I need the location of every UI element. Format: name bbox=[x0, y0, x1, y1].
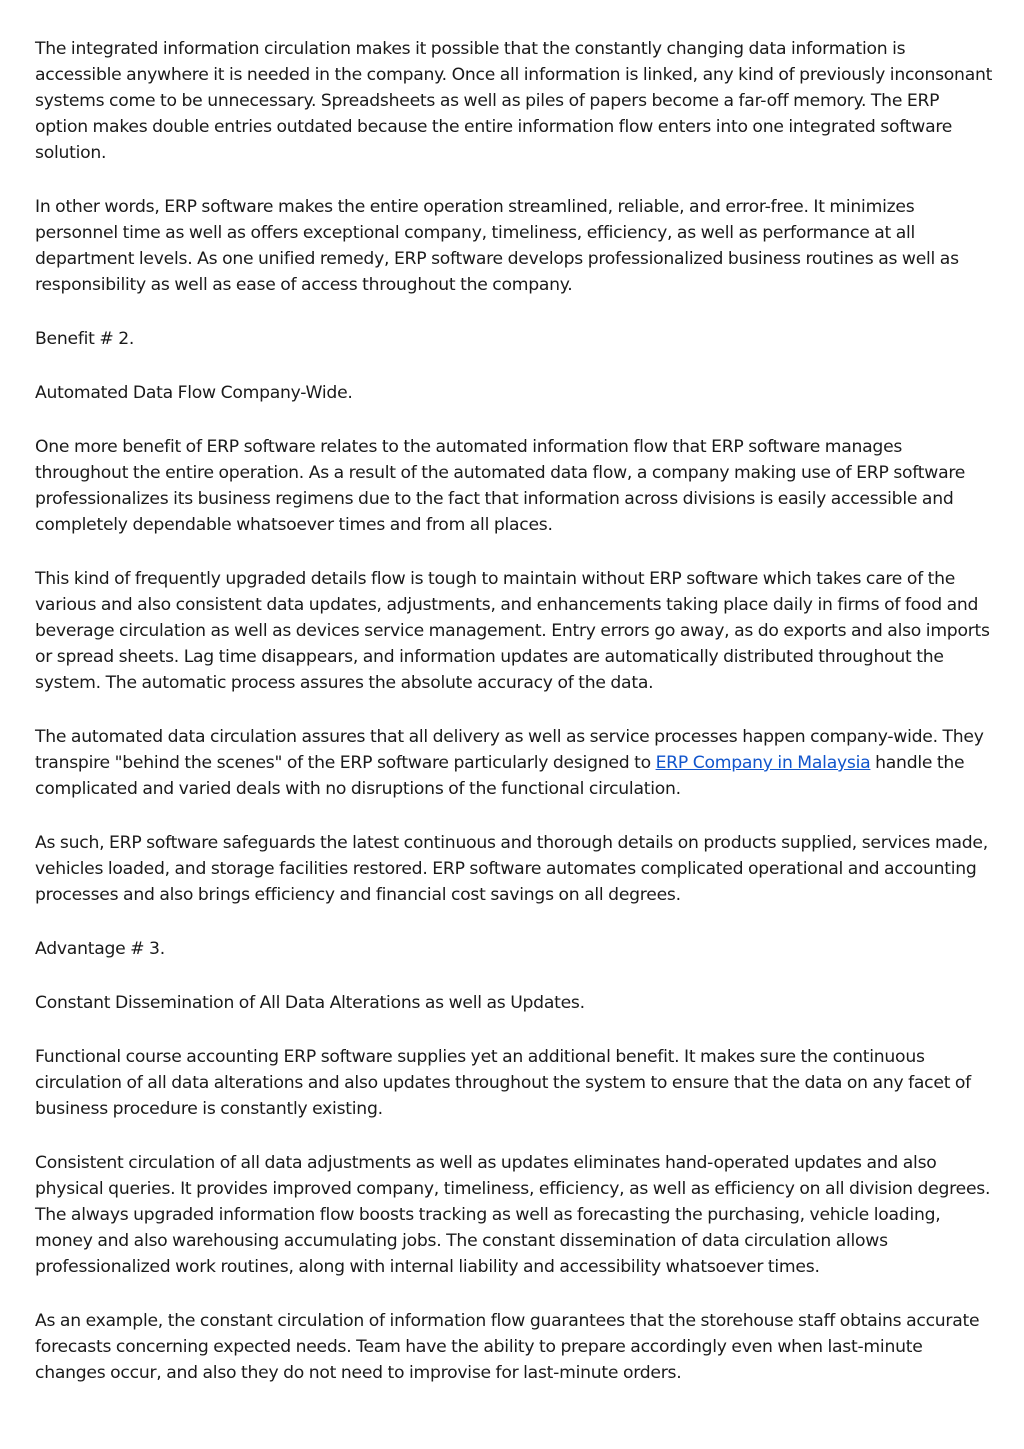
paragraph-text-before-link: The automated data circulation assures that all delivery as well as service processes happen company-wide. They transpire "behind the scenes" of the ERP software particularly designed to bbox=[35, 727, 984, 773]
paragraph-as-an-example: As an example, the constant circulation of information flow guarantees that the storehouse staff obtains accurate forecasts concerning expected needs. Team have the ability to prepare accordingly even when last-minute changes occur, and also they do not need to improvise for last-minute orders. bbox=[35, 1311, 980, 1383]
paragraph-automated-circulation bbox=[35, 724, 995, 802]
paragraph-functional-course: Functional course accounting ERP software supplies yet an additional benefit. It makes sure the continuous circulation of all data alterations and also updates throughout the system to ensure that the data on any facet of business procedure is constantly existing. bbox=[35, 1047, 971, 1119]
paragraph-integrated-circulation: The integrated information circulation makes it possible that the constantly changing data information is accessible anywhere it is needed in the company. Once all information is linked, any kind of previously inconsonant systems come to be unnecessary. Spreadsheets as well as piles of papers become a far-off memory. The ERP option makes double entries outdated because the entire information flow enters into one integrated software solution. bbox=[35, 39, 993, 163]
paragraph-one-more-benefit: One more benefit of ERP software relates to the automated information flow that ERP software manages throughout the entire operation. As a result of the automated data flow, a company making use of ERP software professionalizes its business regimens due to the fact that information across divisions is easily accessible and completely dependable whatsoever times and from all places. bbox=[35, 437, 966, 535]
paragraph-frequently-upgraded: This kind of frequently upgraded details flow is tough to maintain without ERP software which takes care of the various and also consistent data updates, adjustments, and enhancements taking place daily in firms of food and beverage circulation as well as devices service management. Entry errors go away, as do exports and also imports or spread sheets. Lag time disappears, and information updates are automatically distributed throughout the system. The automatic process assures the absolute accuracy of the data. bbox=[35, 569, 990, 693]
heading-constant-dissemination: Constant Dissemination of All Data Alterations as well as Updates. bbox=[35, 993, 585, 1013]
paragraph-in-other-words: In other words, ERP software makes the entire operation streamlined, reliable, and error-free. It minimizes personnel time as well as offers exceptional company, timeliness, efficiency, as well as performance at all department levels. As one unified remedy, ERP software develops professionalized business routines as well as responsibility as well as ease of access throughout the company. bbox=[35, 197, 959, 295]
heading-advantage-3: Advantage # 3. bbox=[35, 939, 165, 959]
heading-benefit-2: Benefit # 2. bbox=[35, 329, 135, 349]
document-body bbox=[35, 36, 995, 1414]
paragraph-consistent-circulation: Consistent circulation of all data adjustments as well as updates eliminates hand-operated updates and also physical queries. It provides improved company, timeliness, efficiency, as well as efficiency on all division degrees. The always upgraded information flow boosts tracking as well as forecasting the purchasing, vehicle loading, money and also warehousing accumulating jobs. The constant dissemination of data circulation allows professionalized work routines, along with internal liability and accessibility whatsoever times. bbox=[35, 1153, 991, 1277]
paragraph-as-such: As such, ERP software safeguards the latest continuous and thorough details on products supplied, services made, vehicles loaded, and storage facilities restored. ERP software automates complicated operational and accounting processes and also brings efficiency and financial cost savings on all degrees. bbox=[35, 833, 988, 905]
erp-company-malaysia-link[interactable]: ERP Company in Malaysia bbox=[655, 753, 871, 773]
heading-automated-data-flow: Automated Data Flow Company-Wide. bbox=[35, 383, 353, 403]
paragraph-text-after-link: handle the complicated and varied deals with no disruptions of the functional circulation. bbox=[35, 753, 965, 799]
